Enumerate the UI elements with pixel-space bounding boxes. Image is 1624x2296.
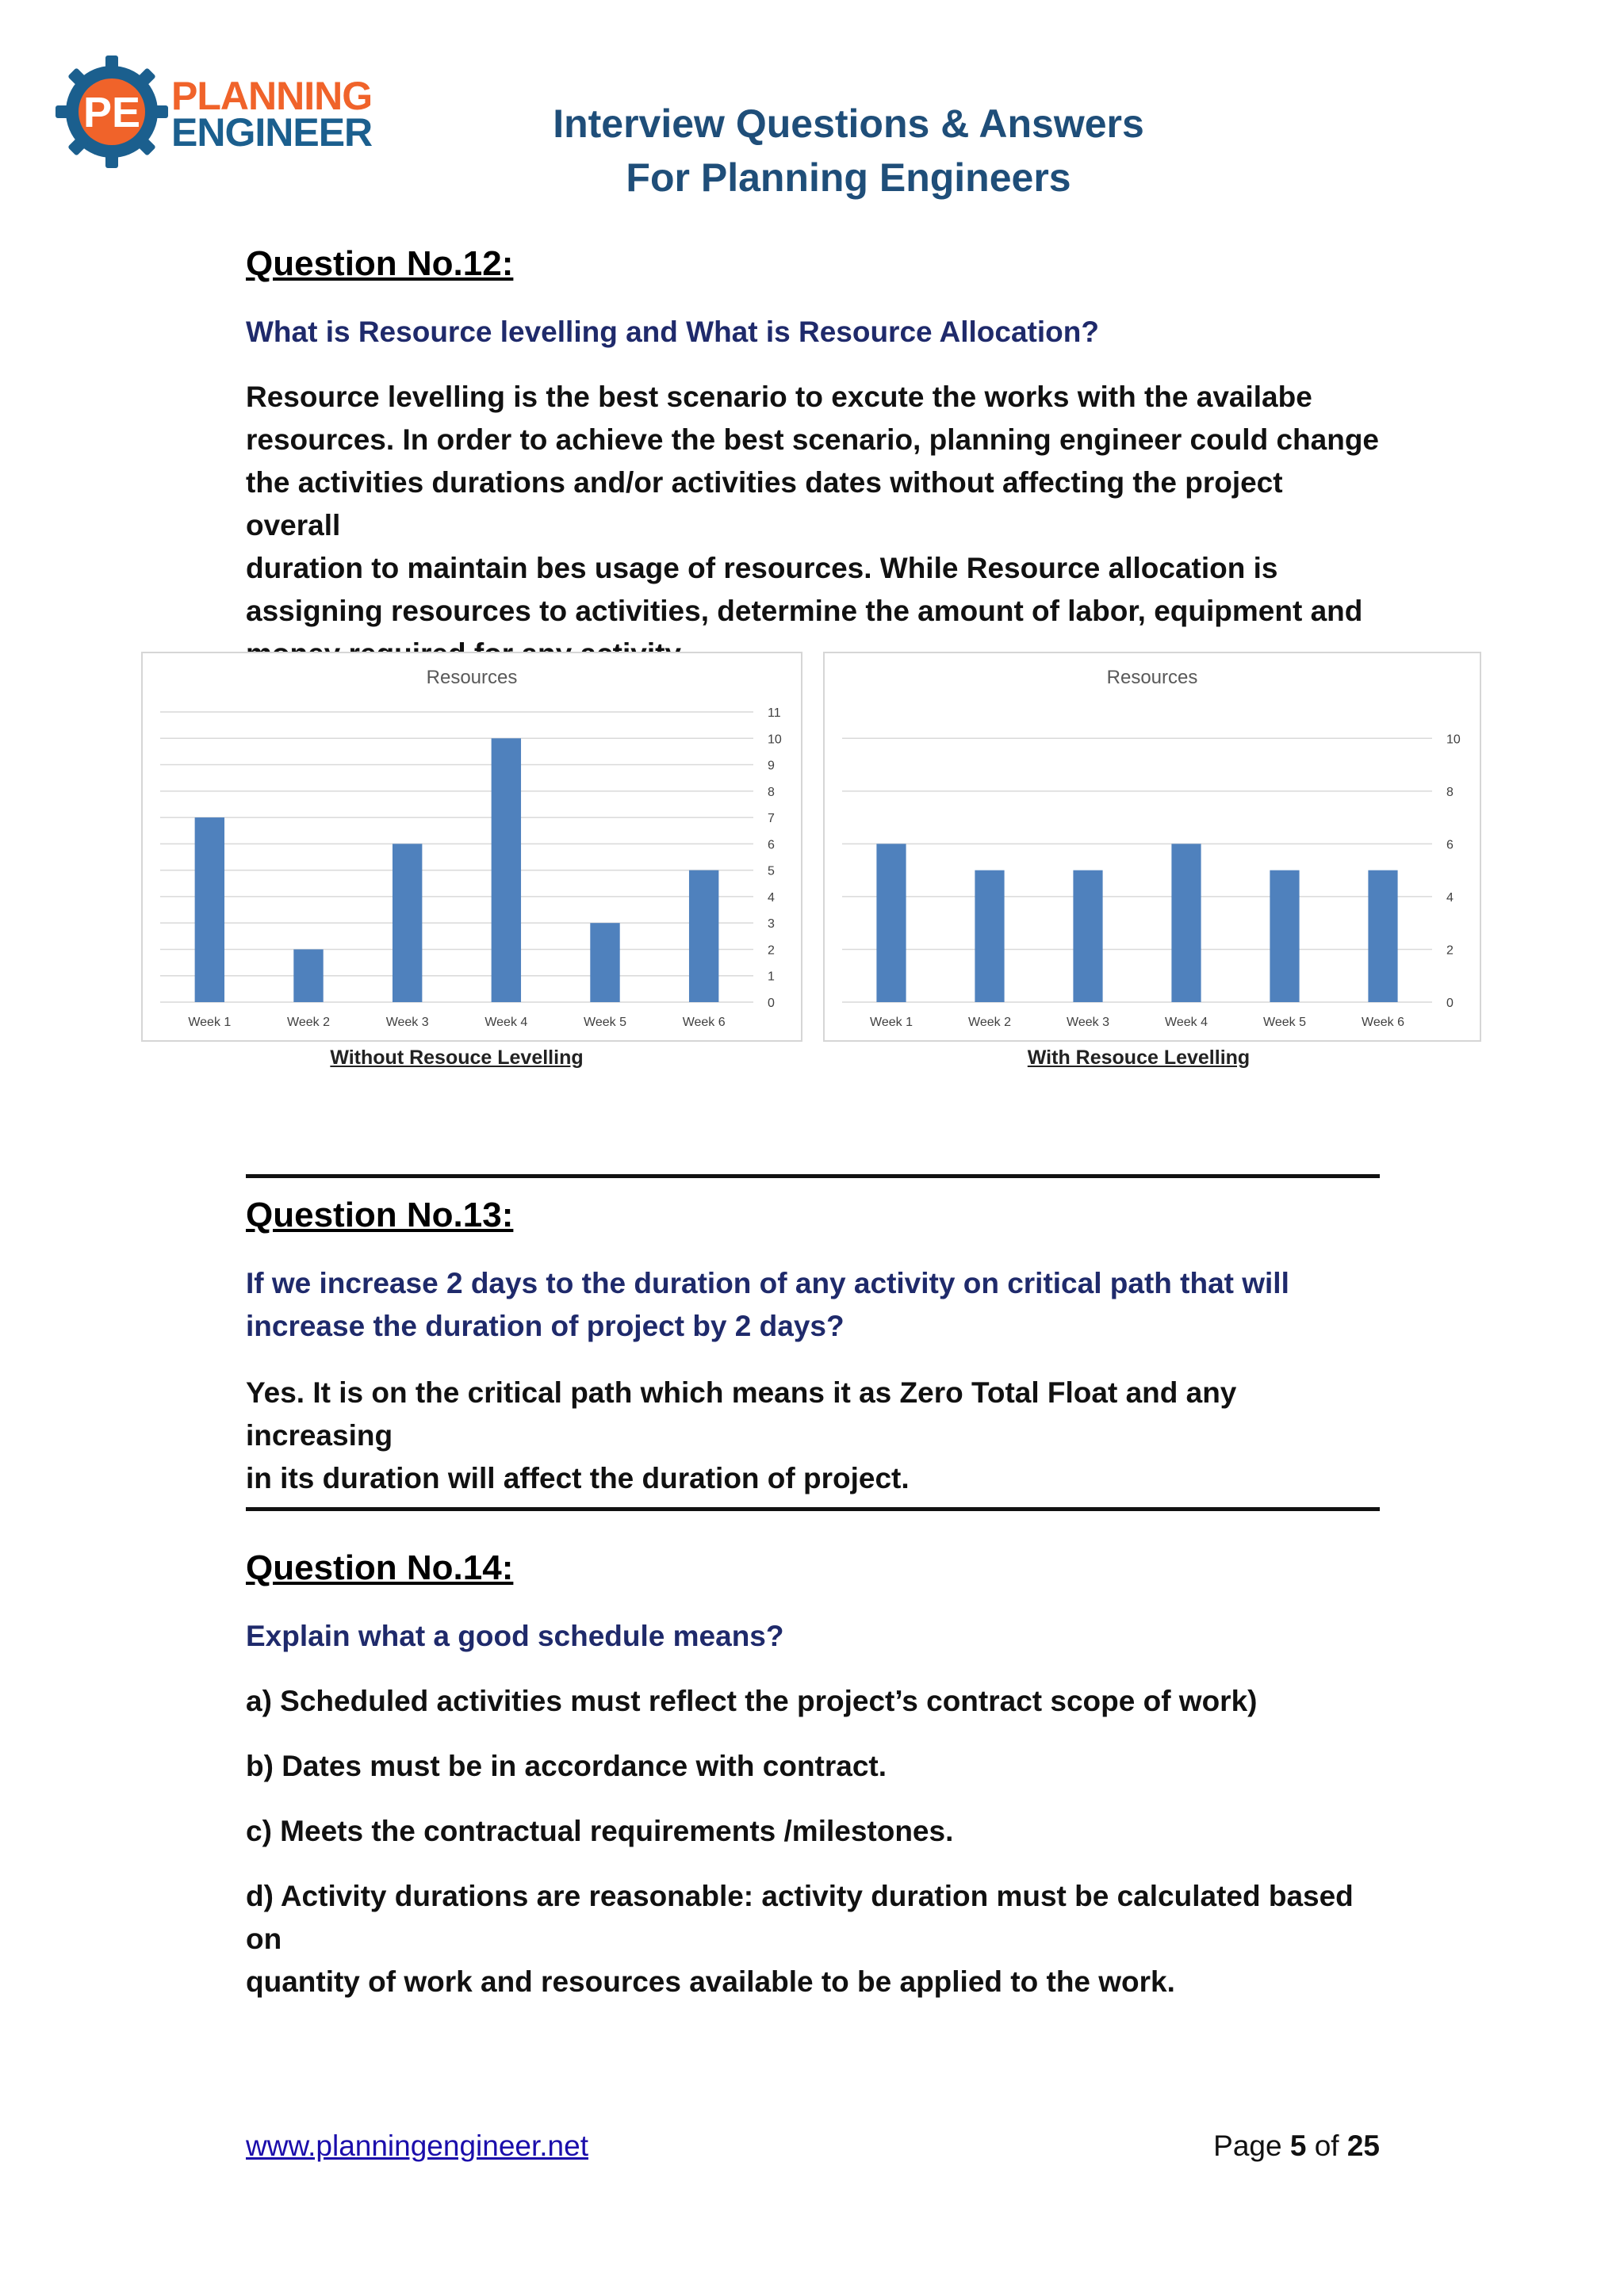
website-link[interactable]: www.planningengineer.net xyxy=(246,2130,588,2162)
bar xyxy=(1171,844,1201,1002)
q13-heading: Question No.13: xyxy=(246,1196,514,1234)
q14-item-d-line: d) Activity durations are reasonable: activity duration must be calculated based on xyxy=(246,1880,1354,1955)
q14-heading: Question No.14: xyxy=(246,1548,514,1587)
q12-heading: Question No.12: xyxy=(246,244,514,283)
x-tick-label: Week 3 xyxy=(1067,1016,1109,1029)
page-current: 5 xyxy=(1289,2130,1307,2162)
bar xyxy=(492,738,521,1002)
planning-engineer-logo xyxy=(52,52,401,179)
q12-answer-line: resources. In order to achieve the best scenario, planning engineer could change xyxy=(246,423,1379,456)
logo-text-planning: PLANNING xyxy=(171,74,373,118)
x-tick-label: Week 1 xyxy=(188,1016,232,1029)
bar xyxy=(689,871,718,1002)
y-tick-label: 6 xyxy=(1446,838,1454,852)
y-tick-label: 7 xyxy=(768,812,775,826)
chart-without-levelling-svg xyxy=(143,653,801,1040)
document-title-line2: For Planning Engineers xyxy=(626,155,1071,200)
q12-answer-line: duration to maintain bes usage of resources. While Resource allocation is xyxy=(246,552,1278,584)
bar xyxy=(195,817,224,1002)
chart-with-levelling-svg xyxy=(825,653,1480,1040)
bar xyxy=(876,844,906,1002)
q14-item-d-line: quantity of work and resources available to be applied to the work. xyxy=(246,1965,1175,1998)
bar xyxy=(590,923,619,1002)
y-tick-label: 1 xyxy=(768,970,775,984)
x-tick-label: Week 4 xyxy=(1165,1016,1208,1029)
bar xyxy=(975,871,1004,1002)
y-tick-label: 0 xyxy=(1446,997,1454,1010)
x-tick-label: Week 4 xyxy=(485,1016,528,1029)
chart-caption-with-levelling: With Resouce Levelling xyxy=(1027,1047,1251,1069)
q12-answer xyxy=(246,376,1380,675)
chart-without-levelling xyxy=(141,652,802,1042)
y-tick-label: 10 xyxy=(1446,733,1461,747)
x-tick-label: Week 2 xyxy=(287,1016,330,1029)
page-prefix: Page xyxy=(1213,2130,1282,2162)
y-tick-label: 9 xyxy=(768,759,775,773)
x-tick-label: Week 1 xyxy=(870,1016,913,1029)
q12-answer-line: the activities durations and/or activities dates without affecting the project overall xyxy=(246,466,1283,541)
bar xyxy=(1073,871,1102,1002)
x-tick-label: Week 6 xyxy=(1362,1016,1404,1029)
y-tick-label: 4 xyxy=(768,890,775,905)
bar xyxy=(393,844,422,1002)
q13-question-line: If we increase 2 days to the duration of any activity on critical path that will xyxy=(246,1267,1289,1299)
chart-caption-without-levelling: Without Resouce Levelling xyxy=(330,1047,584,1069)
q14-item-a: a) Scheduled activities must reflect the project’s contract scope of work) xyxy=(246,1685,1258,1717)
q14-item-c: c) Meets the contractual requirements /milestones. xyxy=(246,1815,954,1847)
bar xyxy=(293,949,323,1002)
x-tick-label: Week 2 xyxy=(968,1016,1011,1029)
q13-answer xyxy=(246,1372,1380,1500)
y-tick-label: 11 xyxy=(768,706,781,720)
gear-logo-icon xyxy=(52,52,171,171)
q14-item-b: b) Dates must be in accordance with contract. xyxy=(246,1750,887,1782)
q14-question: Explain what a good schedule means? xyxy=(246,1620,784,1652)
document-title-line1: Interview Questions & Answers xyxy=(553,101,1144,146)
q13-answer-line: Yes. It is on the critical path which means it as Zero Total Float and any increasing xyxy=(246,1376,1237,1452)
section-divider xyxy=(246,1507,1380,1511)
q14-item-d xyxy=(246,1875,1380,2003)
y-tick-label: 0 xyxy=(768,997,775,1010)
y-tick-label: 8 xyxy=(768,785,775,799)
y-tick-label: 8 xyxy=(1446,785,1454,799)
page-number xyxy=(1213,2130,1380,2163)
y-tick-label: 2 xyxy=(1446,943,1454,958)
y-tick-label: 2 xyxy=(768,943,775,958)
chart-title: Resources xyxy=(1106,667,1198,688)
chart-with-levelling xyxy=(823,652,1481,1042)
q13-answer-line: in its duration will affect the duration of project. xyxy=(246,1462,910,1494)
y-tick-label: 3 xyxy=(768,917,775,932)
y-tick-label: 10 xyxy=(768,733,782,747)
q13-question xyxy=(246,1262,1380,1348)
logo-mark-text: PE xyxy=(82,89,141,136)
x-tick-label: Week 5 xyxy=(584,1016,626,1029)
q12-answer-line: Resource levelling is the best scenario to excute the works with the availabe xyxy=(246,381,1312,413)
page-total: 25 xyxy=(1346,2130,1380,2162)
x-tick-label: Week 3 xyxy=(385,1016,429,1029)
bar xyxy=(1270,871,1299,1002)
x-tick-label: Week 5 xyxy=(1263,1016,1306,1029)
y-tick-label: 5 xyxy=(768,864,775,878)
section-divider xyxy=(246,1174,1380,1178)
y-tick-label: 6 xyxy=(768,838,775,852)
q12-answer-line: assigning resources to activities, determine the amount of labor, equipment and xyxy=(246,595,1363,627)
page-separator: of xyxy=(1314,2130,1339,2162)
logo-text-engineer: ENGINEER xyxy=(171,110,373,155)
chart-title: Resources xyxy=(426,667,518,688)
bar xyxy=(1368,871,1397,1002)
y-tick-label: 4 xyxy=(1446,890,1454,905)
q13-question-line: increase the duration of project by 2 days? xyxy=(246,1310,845,1342)
x-tick-label: Week 6 xyxy=(682,1016,726,1029)
q12-question: What is Resource levelling and What is Resource Allocation? xyxy=(246,316,1099,348)
